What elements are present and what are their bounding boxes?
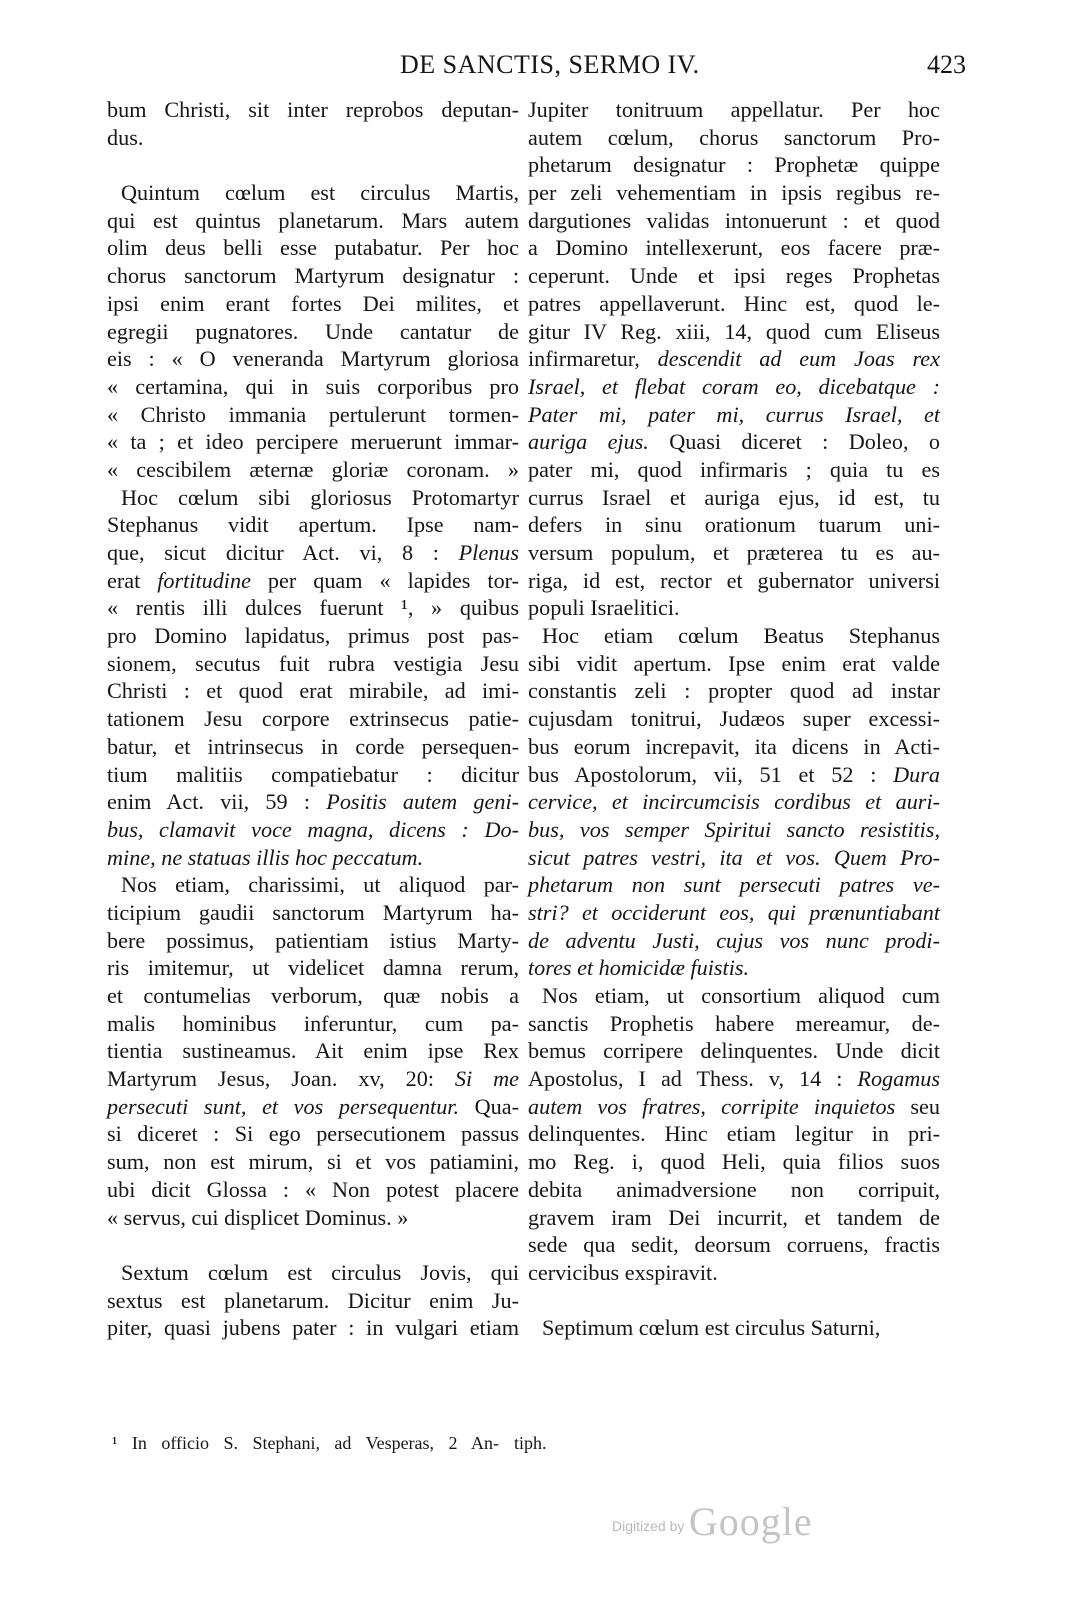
text-line <box>107 567 519 595</box>
line-text: Septimum cœlum est circulus Saturni, <box>542 1315 881 1341</box>
text-line <box>528 262 940 290</box>
text-line <box>107 927 519 955</box>
text-line <box>107 401 519 429</box>
text-line <box>107 982 519 1010</box>
line-italic-text: bus, clamavit voce magna, dicens : Do- <box>107 816 519 842</box>
text-line <box>528 733 940 761</box>
line-italic-text: de adventu Justi, cujus vos nunc prodi- <box>528 927 940 953</box>
text-line <box>107 650 519 678</box>
line-italic-text: Pater mi, pater mi, currus Israel, et <box>528 401 940 427</box>
text-line <box>528 954 940 982</box>
text-line <box>107 1259 519 1287</box>
footnote-text: ¹ In officio S. Stephani, ad Vesperas, 2 An- <box>112 1433 499 1453</box>
text-line <box>107 290 519 318</box>
text-line <box>528 401 940 429</box>
text-line <box>107 1037 519 1065</box>
line-text: sextus est planetarum. Dicitur enim Ju- <box>107 1287 519 1313</box>
text-line <box>107 1093 519 1121</box>
line-text: gravem iram Dei incurrit, et tandem de <box>528 1204 940 1230</box>
line-text: cujusdam tonitrui, Judæos super excessi- <box>528 706 940 732</box>
text-line <box>107 761 519 789</box>
line-text: malis hominibus inferuntur, cum pa- <box>107 1010 519 1036</box>
text-line <box>528 484 940 512</box>
line-text: ubi dicit Glossa : « Non potest placere <box>107 1176 519 1202</box>
text-line <box>528 1093 940 1121</box>
text-line <box>528 650 940 678</box>
text-line <box>107 1065 519 1093</box>
line-text: Hoc cœlum sibi gloriosus Protomartyr <box>121 484 519 510</box>
line-text: egregii pugnatores. Unde cantatur de <box>107 318 519 344</box>
line-italic-text: persecuti sunt, et vos persequentur. <box>107 1093 460 1119</box>
text-line <box>107 622 519 650</box>
text-line <box>528 428 940 456</box>
line-text: bus Apostolorum, vii, 51 et 52 : <box>528 761 894 787</box>
line-text: que, sicut dicitur Act. vi, 8 : <box>107 540 459 565</box>
text-line <box>528 844 940 872</box>
text-line <box>528 927 940 955</box>
line-italic-text: Rogamus <box>857 1066 940 1092</box>
text-line <box>528 594 940 622</box>
line-text: defers in sinu orationum tuarum uni- <box>528 512 940 538</box>
text-line <box>528 207 940 235</box>
line-text: dus. <box>107 124 144 150</box>
line-text: si diceret : Si ego persecutionem passus <box>107 1121 519 1147</box>
line-text: delinquentes. Hinc etiam legitur in pri- <box>528 1121 940 1147</box>
line-italic-text: descendit ad eum Joas rex <box>657 346 940 372</box>
text-line <box>528 96 940 124</box>
text-line <box>528 1148 940 1176</box>
line-text: et contumelias verborum, quæ nobis a <box>107 983 519 1008</box>
line-text: olim deus belli esse putabatur. Per hoc <box>107 235 519 261</box>
text-line <box>107 1120 519 1148</box>
line-text: chorus sanctorum Martyrum designatur : <box>107 263 519 289</box>
text-line <box>107 373 519 401</box>
text-line <box>528 179 940 207</box>
text-line <box>107 151 519 179</box>
text-line <box>528 234 940 262</box>
text-line <box>107 234 519 262</box>
line-text: Hoc etiam cœlum Beatus Stephanus <box>542 623 940 649</box>
line-text-after: Qua- <box>459 1093 519 1119</box>
line-text: patres appellaverunt. Hinc est, quod le- <box>528 290 940 316</box>
text-line <box>107 262 519 290</box>
line-text: Apostolus, I ad Thess. v, 14 : <box>528 1066 858 1092</box>
text-line <box>528 567 940 595</box>
line-text: Stephanus vidit apertum. Ipse nam- <box>107 512 519 538</box>
line-text: sionem, secutus fuit rubra vestigia Jesu <box>107 650 519 676</box>
line-text: gitur IV Reg. xiii, 14, quod cum Eliseus <box>528 318 940 344</box>
line-text: « Christo immania pertulerunt tormen- <box>107 401 519 427</box>
text-line <box>107 1204 519 1232</box>
line-text: bum Christi, sit inter reprobos deputan- <box>107 97 519 122</box>
line-italic-text: Positis autem geni- <box>326 789 519 815</box>
text-line <box>107 899 519 927</box>
line-text: sede qua sedit, deorsum corruens, fractis <box>528 1232 940 1258</box>
line-text: sanctis Prophetis habere mereamur, de- <box>528 1010 940 1036</box>
line-text: piter, quasi jubens pater : in vulgari etiam <box>107 1315 519 1341</box>
text-line <box>528 1010 940 1038</box>
line-text: pater mi, quod infirmaris ; quia tu es <box>528 456 940 482</box>
line-italic-text: Dura <box>893 761 940 787</box>
line-text: sum, non est mirum, si et vos patiamini, <box>107 1149 519 1175</box>
text-line <box>528 622 940 650</box>
line-text: ipsi enim erant fortes Dei milites, et <box>107 290 519 316</box>
line-text: batur, et intrinsecus in corde persequen- <box>107 733 519 759</box>
line-text: « servus, cui displicet Dominus. » <box>107 1204 409 1230</box>
text-line <box>107 511 519 539</box>
text-line <box>528 151 940 179</box>
line-text: « certamina, qui in suis corporibus pro <box>107 373 519 399</box>
text-line <box>528 373 940 401</box>
text-line <box>107 844 519 872</box>
line-italic-text: mine, ne statuas illis hoc peccatum. <box>107 844 424 870</box>
text-line <box>528 1120 940 1148</box>
text-line <box>107 1314 519 1342</box>
line-text: ris imitemur, ut videlicet damna rerum, <box>107 955 519 981</box>
line-text: Sextum cœlum est circulus Jovis, qui <box>121 1259 519 1285</box>
text-line <box>107 124 519 152</box>
google-logo: Google <box>688 1499 813 1544</box>
text-line <box>528 899 940 927</box>
text-line <box>528 761 940 789</box>
line-text: debita animadversione non corripuit, <box>528 1176 940 1202</box>
text-line <box>528 816 940 844</box>
line-text: populi Israelitici. <box>528 595 680 621</box>
line-text: versum populum, et præterea tu es au- <box>528 540 940 565</box>
line-text: bemus corripere delinquentes. Unde dicit <box>528 1038 940 1064</box>
line-text: eis : « O veneranda Martyrum gloriosa <box>107 346 519 372</box>
line-text: « rentis illi dulces fuerunt ¹, » quibus <box>107 595 519 621</box>
line-text: bere possimus, patientiam istius Marty- <box>107 927 519 953</box>
line-text: riga, id est, rector et gubernator universi <box>528 567 940 593</box>
footnote-continuation: tiph. <box>514 1433 547 1453</box>
text-line <box>528 290 940 318</box>
line-text: « cescibilem æternæ gloriæ coronam. » <box>107 456 519 482</box>
text-line <box>107 318 519 346</box>
text-line <box>528 1259 940 1287</box>
line-text: currus Israel et auriga ejus, id est, tu <box>528 484 940 510</box>
text-line <box>107 1176 519 1204</box>
text-line <box>528 788 940 816</box>
line-text: mo Reg. i, quod Heli, quia filios suos <box>528 1149 940 1175</box>
text-line <box>107 428 519 456</box>
line-text: dargutiones validas intonuerunt : et quod <box>528 207 940 233</box>
text-line <box>107 207 519 235</box>
line-text-after: seu <box>895 1093 941 1119</box>
text-line <box>107 733 519 761</box>
text-line <box>107 594 519 622</box>
text-line <box>107 871 519 899</box>
text-line <box>107 1231 519 1259</box>
line-text: « ta ; et ideo percipere meruerunt immar- <box>107 429 519 455</box>
text-line <box>107 788 519 816</box>
line-text: Nos etiam, ut consortium aliquod cum <box>542 983 940 1008</box>
text-line <box>107 1148 519 1176</box>
line-italic-text: sicut patres vestri, ita et vos. Quem Pro- <box>528 844 940 870</box>
text-line <box>528 1065 940 1093</box>
line-text: enim Act. vii, 59 : <box>107 789 327 815</box>
line-text: phetarum designatur : Prophetæ quippe <box>528 152 940 178</box>
text-line <box>528 539 940 567</box>
line-text: Quintum cœlum est circulus Martis, <box>121 180 519 206</box>
text-line <box>528 1231 940 1259</box>
line-text: sibi vidit apertum. Ipse enim erat valde <box>528 650 940 676</box>
line-text: infirmaretur, <box>528 346 658 372</box>
line-text: constantis zeli : propter quod ad instar <box>528 678 940 704</box>
text-line <box>528 982 940 1010</box>
line-italic-text: Israel, et flebat coram eo, dicebatque : <box>528 373 940 399</box>
line-text: ticipium gaudii sanctorum Martyrum ha- <box>107 899 519 925</box>
left-column <box>107 96 519 1342</box>
line-italic-text: stri? et occiderunt eos, qui prænuntiabant <box>528 899 940 925</box>
line-text: autem cœlum, chorus sanctorum Pro- <box>528 124 940 150</box>
line-italic-text: Plenus <box>458 540 519 565</box>
text-line <box>528 1176 940 1204</box>
text-line <box>107 96 519 124</box>
line-text: tientia sustineamus. Ait enim ipse Rex <box>107 1038 519 1064</box>
text-line <box>107 1010 519 1038</box>
line-text: qui est quintus planetarum. Mars autem <box>107 207 519 233</box>
line-italic-text: cervice, et incircumcisis cordibus et auri- <box>528 789 940 815</box>
text-line <box>107 954 519 982</box>
line-italic-text: Si me <box>454 1066 519 1092</box>
line-text: ceperunt. Unde et ipsi reges Prophetas <box>528 263 940 289</box>
line-text: erat <box>107 567 158 593</box>
line-italic-text: autem vos fratres, corripite inquietos <box>528 1093 896 1119</box>
text-line <box>528 318 940 346</box>
line-text: per zeli vehementiam in ipsis regibus re- <box>528 180 940 206</box>
text-line <box>528 871 940 899</box>
text-line <box>107 179 519 207</box>
line-text: a Domino intellexerunt, eos facere præ- <box>528 235 940 261</box>
text-line <box>528 456 940 484</box>
text-line <box>107 484 519 512</box>
text-line <box>528 705 940 733</box>
text-line <box>107 816 519 844</box>
right-column <box>528 96 940 1342</box>
text-line <box>528 124 940 152</box>
text-line <box>107 456 519 484</box>
text-line <box>528 1037 940 1065</box>
line-text: Martyrum Jesus, Joan. xv, 20: <box>107 1066 455 1092</box>
line-italic-text: fortitudine <box>157 567 251 593</box>
line-text-after: Quasi diceret : Doleo, o <box>648 429 940 455</box>
line-italic-text: phetarum non sunt persecuti patres ve- <box>528 872 940 898</box>
text-line <box>107 345 519 373</box>
watermark-prefix: Digitized by <box>612 1518 685 1534</box>
line-text: tium malitiis compatiebatur : dicitur <box>107 761 519 787</box>
text-line <box>528 345 940 373</box>
line-italic-text: auriga ejus. <box>528 429 649 455</box>
text-line <box>528 1314 940 1342</box>
line-text: tationem Jesu corpore extrinsecus patie- <box>107 706 519 732</box>
line-italic-text: bus, vos semper Spiritui sancto resistitis, <box>528 816 940 842</box>
text-line <box>107 705 519 733</box>
line-text: Christi : et quod erat mirabile, ad imi- <box>107 678 519 704</box>
line-text: Jupiter tonitruum appellatur. Per hoc <box>528 97 940 122</box>
text-line <box>107 1287 519 1315</box>
running-header <box>0 50 1074 84</box>
page-number: 423 <box>927 50 966 79</box>
line-text: Nos etiam, charissimi, ut aliquod par- <box>121 872 519 898</box>
text-line <box>528 1204 940 1232</box>
text-line <box>528 1287 940 1315</box>
text-line <box>528 511 940 539</box>
line-italic-text: tores et homicidæ fuistis. <box>528 955 750 981</box>
text-line <box>107 539 519 567</box>
running-title: DE SANCTIS, SERMO IV. <box>400 50 700 79</box>
line-text: cervicibus exspiravit. <box>528 1259 718 1285</box>
text-line <box>107 677 519 705</box>
text-line <box>528 677 940 705</box>
digitized-watermark <box>612 1498 813 1545</box>
line-text: bus eorum increpavit, ita dicens in Acti- <box>528 733 940 759</box>
line-text: pro Domino lapidatus, primus post pas- <box>107 623 519 649</box>
line-text-after: per quam « lapides tor- <box>250 567 519 593</box>
